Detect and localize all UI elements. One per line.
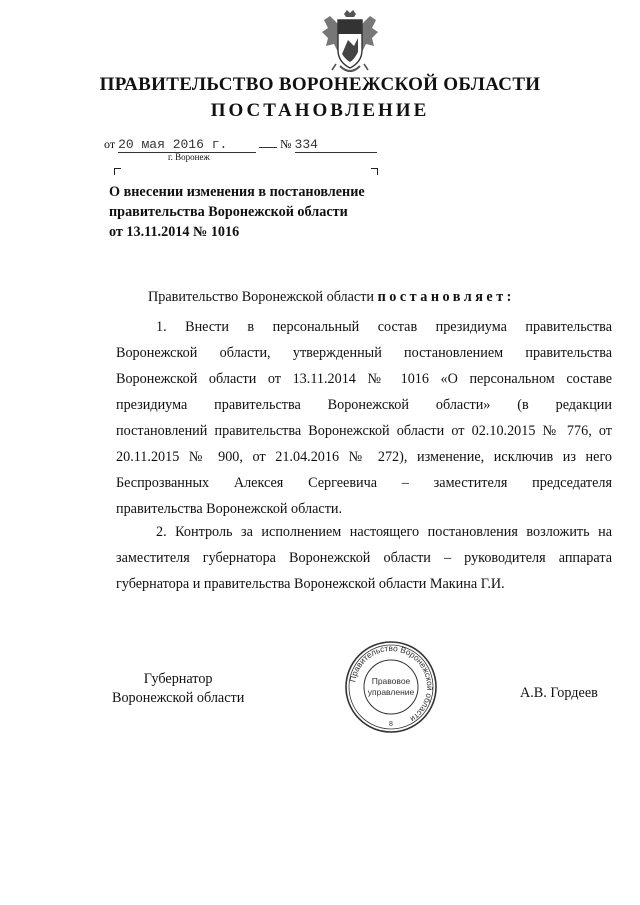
signer-name: А.В. Гордеев: [520, 685, 598, 701]
subject-corner-right: [371, 168, 378, 175]
stamp-center-line: управление: [367, 687, 415, 697]
date-prefix: от: [104, 137, 116, 151]
preamble: [148, 289, 515, 306]
paragraph-line: 1. Внести в персональный состав президиума правительства: [156, 319, 612, 335]
preamble-verb: постановляет:: [377, 289, 515, 305]
paragraph-line: президиума правительства Воронежской области» (в редакции: [116, 397, 612, 413]
number-label: №: [280, 137, 292, 151]
organization-title: ПРАВИТЕЛЬСТВО ВОРОНЕЖСКОЙ ОБЛАСТИ: [99, 74, 541, 95]
signer-title: Губернатор: [143, 671, 213, 687]
paragraph-line: 20.11.2015 № 900, от 21.04.2016 № 272), изменение, исключив из него: [116, 449, 612, 465]
date-blank: [259, 147, 277, 148]
official-stamp: [344, 640, 438, 734]
document-subject: [109, 182, 409, 242]
document-number: 334: [295, 137, 377, 153]
signer-position: [112, 670, 244, 708]
paragraph-line: правительства Воронежской области.: [116, 501, 343, 517]
subject-line: от 13.11.2014 № 1016: [109, 224, 240, 240]
paragraph-line: заместителя губернатора Воронежской области – руководителя аппарата: [116, 550, 612, 566]
stamp-center-line: Правовое: [371, 676, 411, 686]
subject-line: правительства Воронежской области: [109, 204, 348, 220]
paragraph-1: [116, 314, 612, 522]
paragraph-line: Воронежской области, утвержденный постановлением правительства: [116, 345, 612, 361]
document-date: 20 мая 2016 г.: [118, 137, 256, 153]
registration-line: [104, 137, 377, 153]
stamp-number: 8: [389, 721, 393, 728]
paragraph-2: [116, 519, 612, 597]
document-type-title: ПОСТАНОВЛЕНИЕ: [210, 100, 430, 121]
paragraph-line: губернатора и правительства Воронежской области Макина Г.И.: [116, 576, 505, 592]
coat-of-arms-emblem: [318, 10, 382, 76]
preamble-text: Правительство Воронежской области: [148, 289, 375, 305]
paragraph-line: 2. Контроль за исполнением настоящего постановления возложить на: [156, 524, 612, 540]
paragraph-line: Беспрозванных Алексея Сергеевича – заместителя председателя: [116, 475, 612, 491]
paragraph-line: постановлений правительства Воронежской области от 02.10.2015 № 776, от: [116, 423, 612, 439]
subject-corner-left: [114, 168, 121, 175]
document-place: г. Воронеж: [168, 152, 210, 162]
paragraph-line: Воронежской области от 13.11.2014 № 1016 «О персональном составе: [116, 371, 612, 387]
subject-line: О внесении изменения в постановление: [109, 184, 365, 200]
stamp-ring-text: Правительство Воронежской области: [347, 642, 436, 725]
signer-region: Воронежской области: [112, 690, 245, 706]
